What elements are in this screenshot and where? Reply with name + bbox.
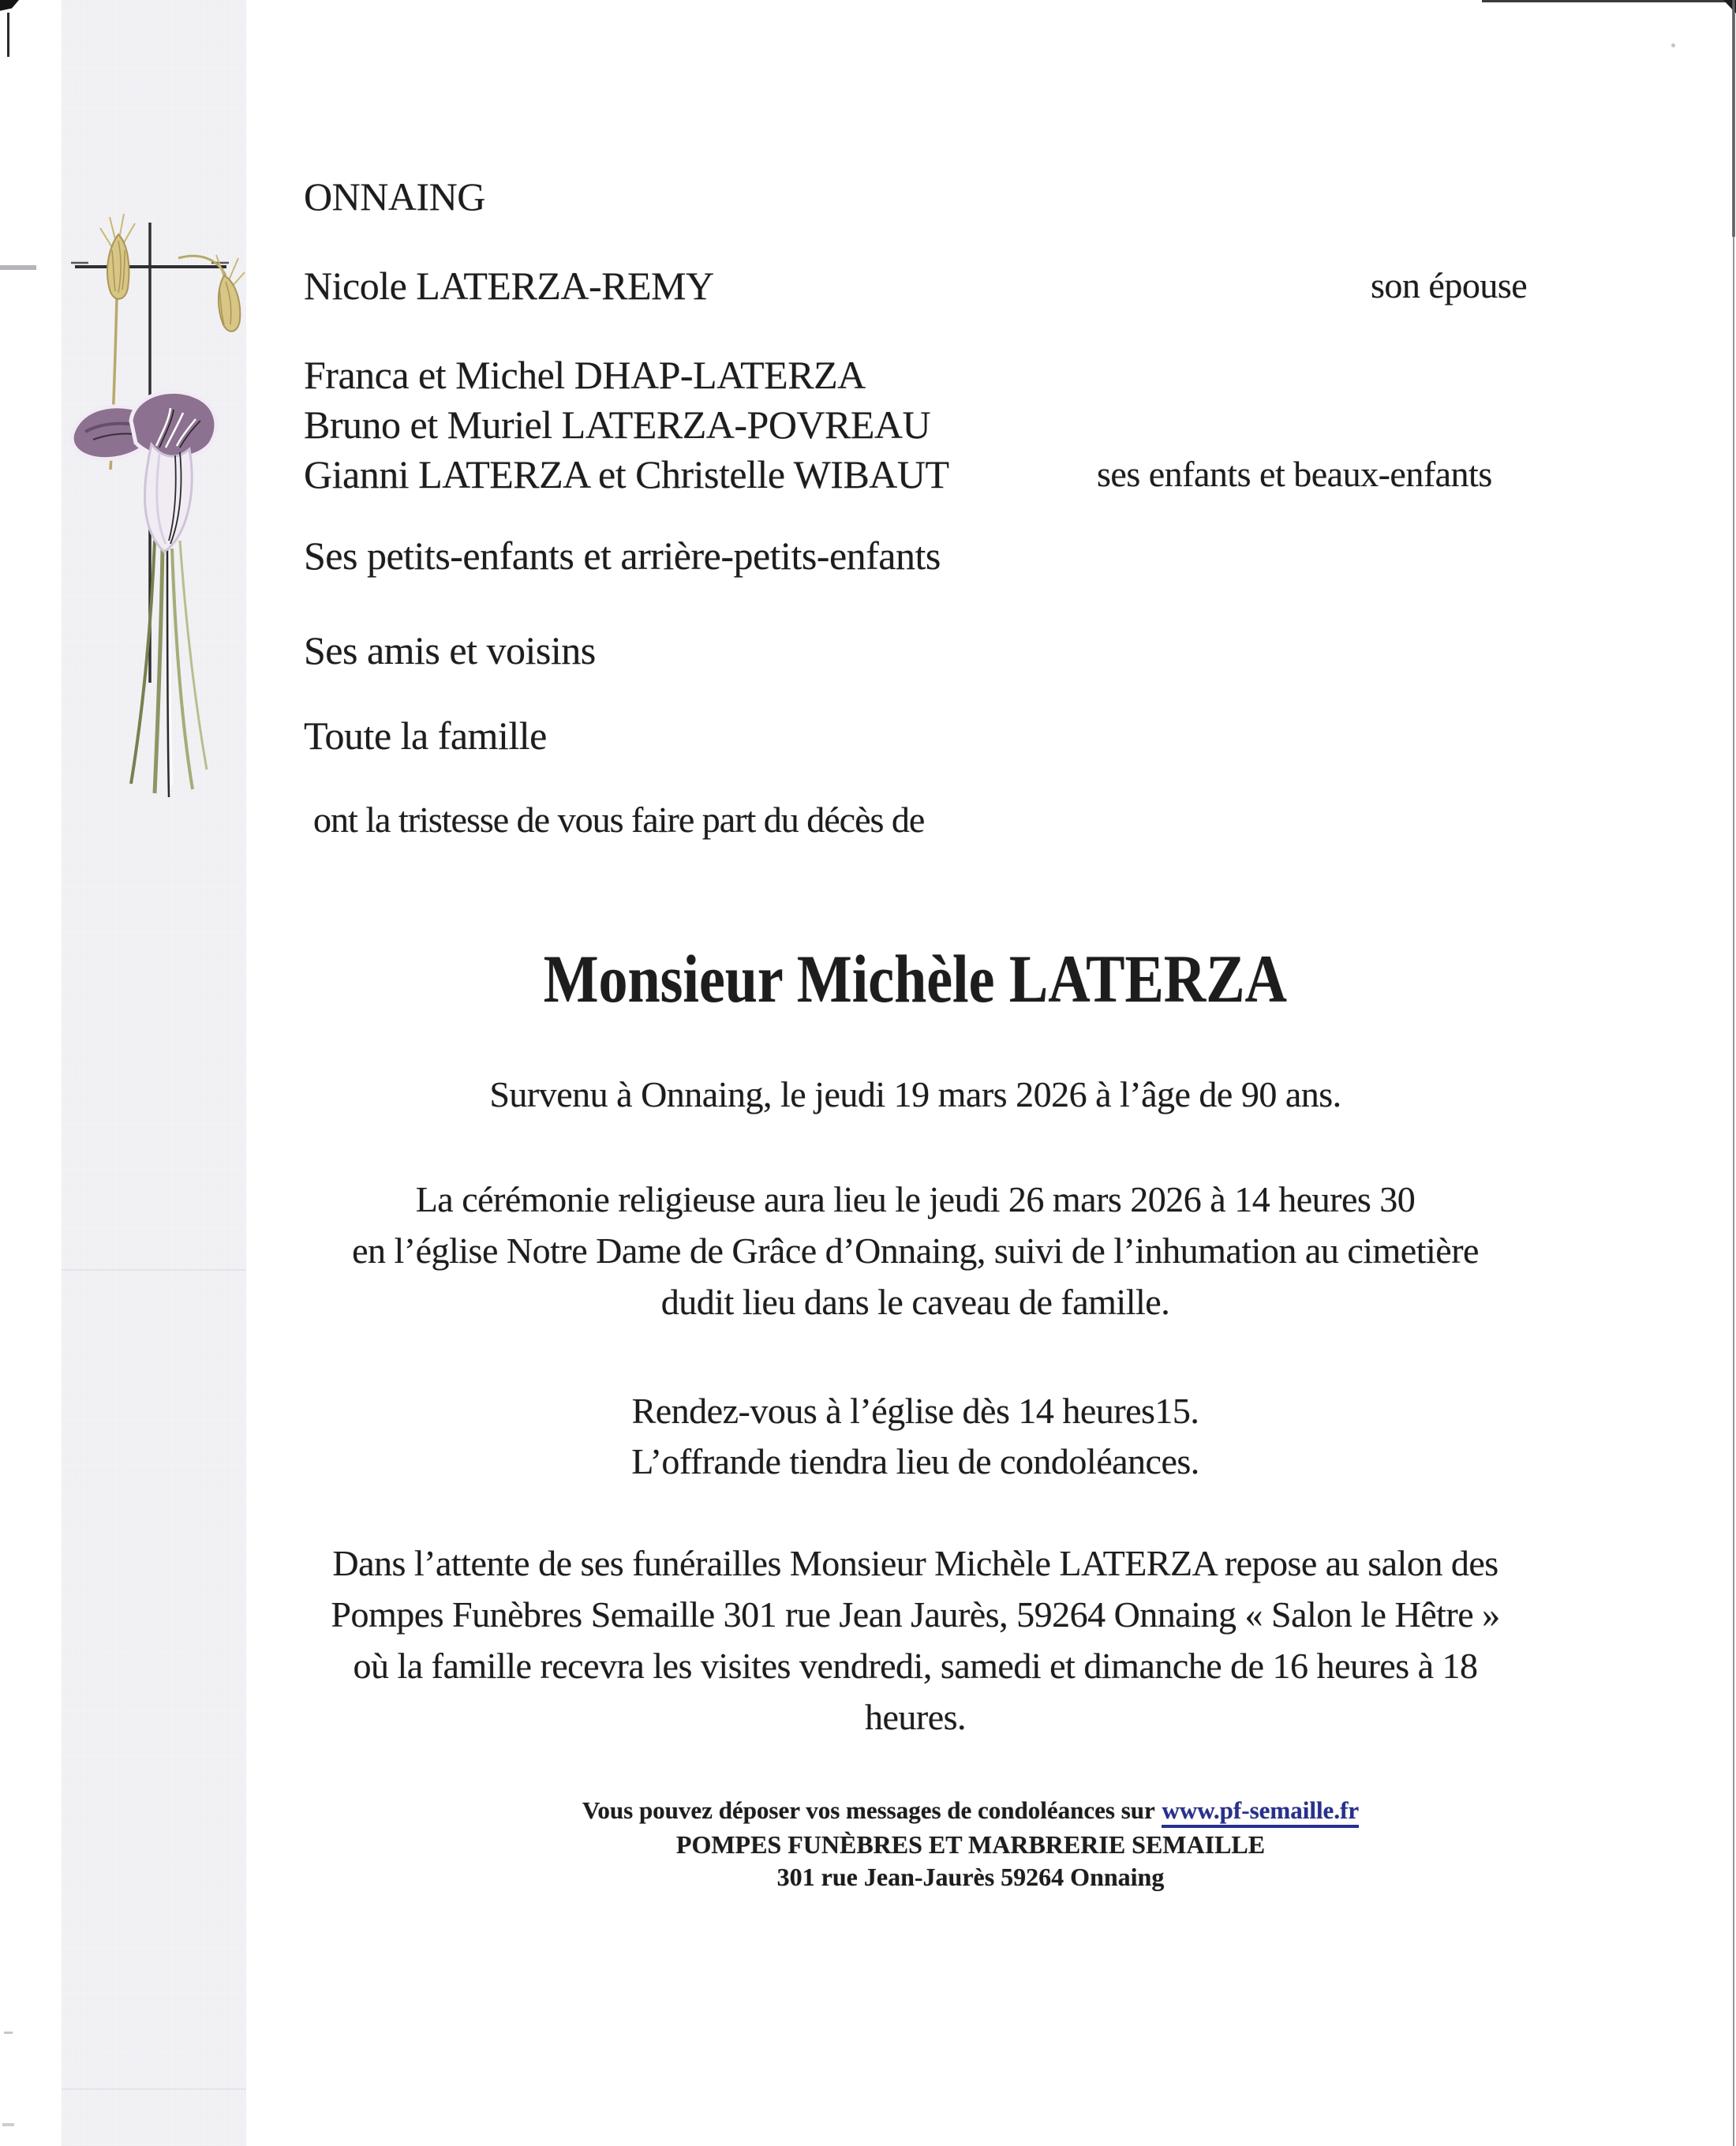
children-relation-label: ses enfants et beaux-enfants bbox=[1097, 454, 1492, 494]
announcement-intro: ont la tristesse de vous faire part du décès de bbox=[313, 800, 925, 840]
scan-artifact-right-edge-dark bbox=[1732, 0, 1735, 237]
funeral-company-name: POMPES FUNÈBRES ET MARBRERIE SEMAILLE bbox=[675, 1830, 1266, 1859]
scan-artifact-left-dash bbox=[0, 265, 36, 270]
child-line: Bruno et Muriel LATERZA-POVREAU bbox=[304, 403, 931, 447]
condolences-footer-line bbox=[339, 1796, 1602, 1825]
scan-artifact-top-left-line bbox=[7, 13, 9, 57]
ceremony-line: en l’église Notre Dame de Grâce d’Onnaing, suivi de l’inhumation au cimetière bbox=[352, 1230, 1479, 1271]
ceremony-line: dudit lieu dans le caveau de famille. bbox=[660, 1282, 1170, 1322]
condolences-text: Vous pouvez déposer vos messages de condoléances sur bbox=[582, 1796, 1155, 1824]
scan-artifact-top-left-blob bbox=[0, 0, 19, 19]
funeral-company-address: 301 rue Jean-Jaurès 59264 Onnaing bbox=[776, 1863, 1165, 1891]
scan-artifact-speck bbox=[1671, 43, 1675, 47]
scan-artifact-left-dash bbox=[4, 2032, 13, 2034]
calla-lily-flowers bbox=[72, 391, 216, 552]
scan-band-streak bbox=[62, 2088, 246, 2090]
repose-line: Dans l’attente de ses funérailles Monsieur Michèle LATERZA repose au salon des bbox=[332, 1543, 1498, 1583]
child-line: Franca et Michel DHAP-LATERZA bbox=[304, 353, 866, 397]
meeting-paragraph bbox=[260, 1386, 1570, 1487]
deceased-name-title: Monsieur Michèle LATERZA bbox=[543, 941, 1288, 1017]
repose-line: Pompes Funèbres Semaille 301 rue Jean Jaurès, 59264 Onnaing « Salon le Hêtre » bbox=[331, 1594, 1500, 1635]
city-label: ONNAING bbox=[304, 174, 485, 219]
repose-line: heures. bbox=[864, 1697, 967, 1737]
death-date-line: Survenu à Onnaing, le jeudi 19 mars 2026 à l’âge de 90 ans. bbox=[489, 1074, 1341, 1114]
grandchildren-line: Ses petits-enfants et arrière-petits-enfants bbox=[304, 534, 941, 578]
cross-wheat-flowers-illustration bbox=[62, 209, 246, 809]
spouse-name: Nicole LATERZA-REMY bbox=[304, 264, 714, 308]
scan-artifact-top-edge-line bbox=[1482, 0, 1736, 2]
friends-line: Ses amis et voisins bbox=[304, 628, 596, 672]
flower-stems bbox=[131, 541, 207, 797]
scan-band-streak bbox=[62, 1269, 246, 1271]
ceremony-paragraph bbox=[260, 1174, 1570, 1328]
ceremony-line: La cérémonie religieuse aura lieu le jeudi 26 mars 2026 à 14 heures 30 bbox=[415, 1179, 1416, 1219]
website-link[interactable]: www.pf-semaille.fr bbox=[1162, 1796, 1359, 1828]
children-names bbox=[304, 350, 949, 500]
spouse-relation-label: son épouse bbox=[1371, 265, 1528, 305]
scan-artifact-left-dash bbox=[2, 2123, 14, 2126]
meeting-line: L’offrande tiendra lieu de condoléances. bbox=[631, 1441, 1199, 1481]
child-line: Gianni LATERZA et Christelle WIBAUT bbox=[304, 452, 949, 496]
scan-artifact-right-edge-line bbox=[1733, 0, 1734, 2146]
family-line: Toute la famille bbox=[304, 713, 547, 758]
repose-line: où la famille recevra les visites vendredi, samedi et dimanche de 16 heures à 18 bbox=[353, 1646, 1478, 1686]
meeting-line: Rendez-vous à l’église dès 14 heures15. bbox=[631, 1391, 1199, 1431]
repose-paragraph bbox=[260, 1537, 1570, 1743]
